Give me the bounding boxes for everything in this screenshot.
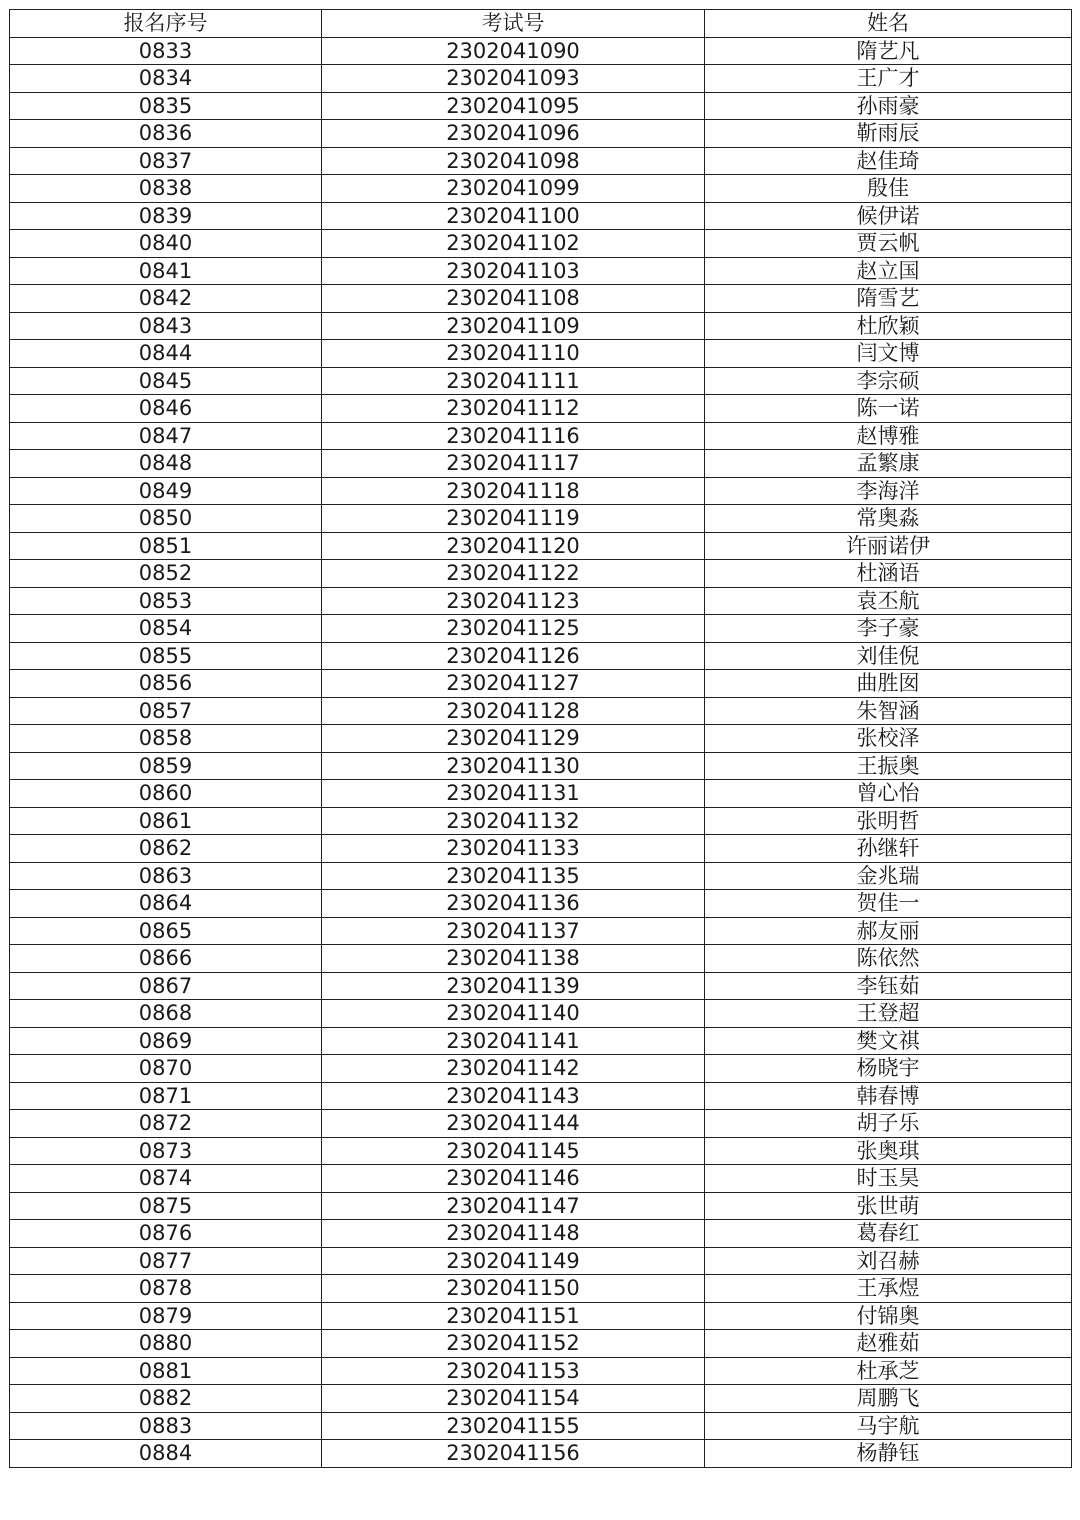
name-cell: 赵博雅 [705,422,1072,450]
name-cell: 许丽诺伊 [705,532,1072,560]
exam-no-cell: 2302041117 [322,450,705,478]
registration-no-cell: 0853 [10,587,322,615]
registration-no-cell: 0868 [10,1000,322,1028]
name-cell: 孟繁康 [705,450,1072,478]
registration-no-cell: 0876 [10,1220,322,1248]
table-row [10,917,1072,945]
registration-no-cell: 0859 [10,752,322,780]
name-cell: 隋艺凡 [705,37,1072,65]
name-cell: 周鹏飞 [705,1385,1072,1413]
exam-no-cell: 2302041093 [322,65,705,93]
name-cell: 袁丕航 [705,587,1072,615]
exam-no-cell: 2302041130 [322,752,705,780]
exam-no-cell: 2302041156 [322,1440,705,1468]
exam-no-cell: 2302041112 [322,395,705,423]
exam-no-cell: 2302041143 [322,1082,705,1110]
table-row [10,1055,1072,1083]
registration-no-cell: 0834 [10,65,322,93]
name-cell: 隋雪艺 [705,285,1072,313]
table-row [10,752,1072,780]
registration-no-cell: 0848 [10,450,322,478]
exam-no-cell: 2302041145 [322,1137,705,1165]
table-row [10,862,1072,890]
exam-no-cell: 2302041146 [322,1165,705,1193]
registration-no-cell: 0844 [10,340,322,368]
table-row [10,285,1072,313]
table-row [10,642,1072,670]
name-cell: 王振奥 [705,752,1072,780]
table-row [10,587,1072,615]
table-row [10,450,1072,478]
name-cell: 付锦奥 [705,1302,1072,1330]
registration-no-cell: 0874 [10,1165,322,1193]
exam-no-cell: 2302041141 [322,1027,705,1055]
exam-no-cell: 2302041110 [322,340,705,368]
table-row [10,1220,1072,1248]
registration-no-cell: 0836 [10,120,322,148]
registration-no-cell: 0857 [10,697,322,725]
exam-no-cell: 2302041103 [322,257,705,285]
name-cell: 杜涵语 [705,560,1072,588]
exam-no-cell: 2302041137 [322,917,705,945]
table-row [10,807,1072,835]
table-row [10,1385,1072,1413]
exam-no-cell: 2302041116 [322,422,705,450]
registration-no-cell: 0870 [10,1055,322,1083]
table-row [10,395,1072,423]
table-row [10,1165,1072,1193]
name-cell: 闫文博 [705,340,1072,368]
name-cell: 候伊诺 [705,202,1072,230]
registration-no-cell: 0873 [10,1137,322,1165]
exam-no-cell: 2302041131 [322,780,705,808]
registration-no-cell: 0861 [10,807,322,835]
table-row [10,670,1072,698]
header-name: 姓名 [705,10,1072,38]
registration-no-cell: 0838 [10,175,322,203]
exam-no-cell: 2302041109 [322,312,705,340]
name-cell: 王承煜 [705,1275,1072,1303]
name-cell: 李宗硕 [705,367,1072,395]
table-row [10,37,1072,65]
name-cell: 张校泽 [705,725,1072,753]
registration-no-cell: 0863 [10,862,322,890]
name-cell: 杜欣颖 [705,312,1072,340]
exam-no-cell: 2302041138 [322,945,705,973]
name-cell: 杜承芝 [705,1357,1072,1385]
exam-no-cell: 2302041133 [322,835,705,863]
table-row [10,477,1072,505]
table-row [10,697,1072,725]
exam-no-cell: 2302041142 [322,1055,705,1083]
registration-no-cell: 0865 [10,917,322,945]
table-row [10,257,1072,285]
exam-no-cell: 2302041153 [322,1357,705,1385]
registration-no-cell: 0867 [10,972,322,1000]
registration-no-cell: 0835 [10,92,322,120]
name-cell: 贺佳一 [705,890,1072,918]
name-cell: 金兆瑞 [705,862,1072,890]
registration-no-cell: 0866 [10,945,322,973]
name-cell: 孙雨豪 [705,92,1072,120]
registration-no-cell: 0837 [10,147,322,175]
registration-no-cell: 0879 [10,1302,322,1330]
name-cell: 朱智涵 [705,697,1072,725]
name-cell: 赵立国 [705,257,1072,285]
registration-no-cell: 0855 [10,642,322,670]
exam-no-cell: 2302041140 [322,1000,705,1028]
table-row [10,1027,1072,1055]
exam-no-cell: 2302041155 [322,1412,705,1440]
registration-no-cell: 0846 [10,395,322,423]
exam-no-cell: 2302041148 [322,1220,705,1248]
exam-no-cell: 2302041108 [322,285,705,313]
table-row [10,725,1072,753]
registration-no-cell: 0860 [10,780,322,808]
registration-no-cell: 0881 [10,1357,322,1385]
table-row [10,890,1072,918]
table-row [10,972,1072,1000]
table-row [10,422,1072,450]
registration-no-cell: 0854 [10,615,322,643]
name-cell: 贾云帆 [705,230,1072,258]
registration-no-cell: 0869 [10,1027,322,1055]
name-cell: 常奥淼 [705,505,1072,533]
registration-no-cell: 0875 [10,1192,322,1220]
table-row [10,367,1072,395]
exam-no-cell: 2302041123 [322,587,705,615]
registration-no-cell: 0845 [10,367,322,395]
name-cell: 刘召赫 [705,1247,1072,1275]
exam-no-cell: 2302041132 [322,807,705,835]
table-row [10,532,1072,560]
exam-no-cell: 2302041126 [322,642,705,670]
table-row [10,1247,1072,1275]
exam-no-cell: 2302041120 [322,532,705,560]
registration-no-cell: 0883 [10,1412,322,1440]
registration-no-cell: 0843 [10,312,322,340]
exam-no-cell: 2302041149 [322,1247,705,1275]
exam-no-cell: 2302041111 [322,367,705,395]
exam-no-cell: 2302041154 [322,1385,705,1413]
name-cell: 胡子乐 [705,1110,1072,1138]
table-row [10,835,1072,863]
roster-sheet [9,9,1072,1468]
exam-no-cell: 2302041128 [322,697,705,725]
table-row [10,92,1072,120]
name-cell: 陈依然 [705,945,1072,973]
name-cell: 张奥琪 [705,1137,1072,1165]
exam-no-cell: 2302041122 [322,560,705,588]
name-cell: 陈一诺 [705,395,1072,423]
table-row [10,945,1072,973]
exam-no-cell: 2302041099 [322,175,705,203]
name-cell: 时玉昊 [705,1165,1072,1193]
name-cell: 赵佳琦 [705,147,1072,175]
registration-no-cell: 0839 [10,202,322,230]
name-cell: 靳雨辰 [705,120,1072,148]
name-cell: 杨静钰 [705,1440,1072,1468]
table-row [10,505,1072,533]
registration-no-cell: 0864 [10,890,322,918]
table-row [10,1412,1072,1440]
roster-body [10,37,1072,1467]
exam-no-cell: 2302041151 [322,1302,705,1330]
name-cell: 郝友丽 [705,917,1072,945]
exam-no-cell: 2302041152 [322,1330,705,1358]
exam-no-cell: 2302041119 [322,505,705,533]
table-row [10,1000,1072,1028]
table-row [10,1110,1072,1138]
name-cell: 殷佳 [705,175,1072,203]
name-cell: 葛春红 [705,1220,1072,1248]
name-cell: 李子豪 [705,615,1072,643]
name-cell: 赵雅茹 [705,1330,1072,1358]
registration-no-cell: 0842 [10,285,322,313]
table-row [10,1440,1072,1468]
registration-no-cell: 0849 [10,477,322,505]
name-cell: 张世萌 [705,1192,1072,1220]
table-row [10,65,1072,93]
table-row [10,1082,1072,1110]
table-row [10,147,1072,175]
header-exam-no: 考试号 [322,10,705,38]
exam-no-cell: 2302041125 [322,615,705,643]
name-cell: 张明哲 [705,807,1072,835]
registration-no-cell: 0840 [10,230,322,258]
exam-no-cell: 2302041095 [322,92,705,120]
name-cell: 李海洋 [705,477,1072,505]
table-row [10,1275,1072,1303]
registration-no-cell: 0882 [10,1385,322,1413]
exam-no-cell: 2302041139 [322,972,705,1000]
exam-no-cell: 2302041102 [322,230,705,258]
exam-no-cell: 2302041118 [322,477,705,505]
table-row [10,202,1072,230]
exam-no-cell: 2302041127 [322,670,705,698]
exam-no-cell: 2302041100 [322,202,705,230]
exam-no-cell: 2302041096 [322,120,705,148]
table-row [10,1330,1072,1358]
exam-no-cell: 2302041098 [322,147,705,175]
header-registration-no: 报名序号 [10,10,322,38]
name-cell: 杨晓宇 [705,1055,1072,1083]
name-cell: 樊文祺 [705,1027,1072,1055]
exam-no-cell: 2302041129 [322,725,705,753]
table-row [10,1302,1072,1330]
exam-no-cell: 2302041144 [322,1110,705,1138]
exam-no-cell: 2302041136 [322,890,705,918]
table-row [10,312,1072,340]
registration-no-cell: 0856 [10,670,322,698]
registration-no-cell: 0847 [10,422,322,450]
registration-no-cell: 0852 [10,560,322,588]
exam-no-cell: 2302041150 [322,1275,705,1303]
table-row [10,615,1072,643]
name-cell: 马宇航 [705,1412,1072,1440]
table-row [10,1137,1072,1165]
name-cell: 王登超 [705,1000,1072,1028]
registration-no-cell: 0880 [10,1330,322,1358]
name-cell: 曾心怡 [705,780,1072,808]
table-row [10,340,1072,368]
registration-no-cell: 0851 [10,532,322,560]
name-cell: 曲胜囡 [705,670,1072,698]
exam-no-cell: 2302041090 [322,37,705,65]
registration-no-cell: 0841 [10,257,322,285]
exam-no-cell: 2302041147 [322,1192,705,1220]
table-row [10,1357,1072,1385]
name-cell: 韩春博 [705,1082,1072,1110]
name-cell: 李钰茹 [705,972,1072,1000]
registration-no-cell: 0833 [10,37,322,65]
registration-no-cell: 0858 [10,725,322,753]
header-row [10,10,1072,38]
table-row [10,780,1072,808]
table-row [10,230,1072,258]
name-cell: 王广才 [705,65,1072,93]
name-cell: 刘佳倪 [705,642,1072,670]
table-row [10,175,1072,203]
registration-no-cell: 0862 [10,835,322,863]
registration-no-cell: 0878 [10,1275,322,1303]
registration-no-cell: 0877 [10,1247,322,1275]
registration-no-cell: 0884 [10,1440,322,1468]
table-row [10,560,1072,588]
registration-no-cell: 0872 [10,1110,322,1138]
roster-table [9,9,1072,1468]
table-row [10,1192,1072,1220]
name-cell: 孙继轩 [705,835,1072,863]
registration-no-cell: 0871 [10,1082,322,1110]
registration-no-cell: 0850 [10,505,322,533]
exam-no-cell: 2302041135 [322,862,705,890]
table-row [10,120,1072,148]
